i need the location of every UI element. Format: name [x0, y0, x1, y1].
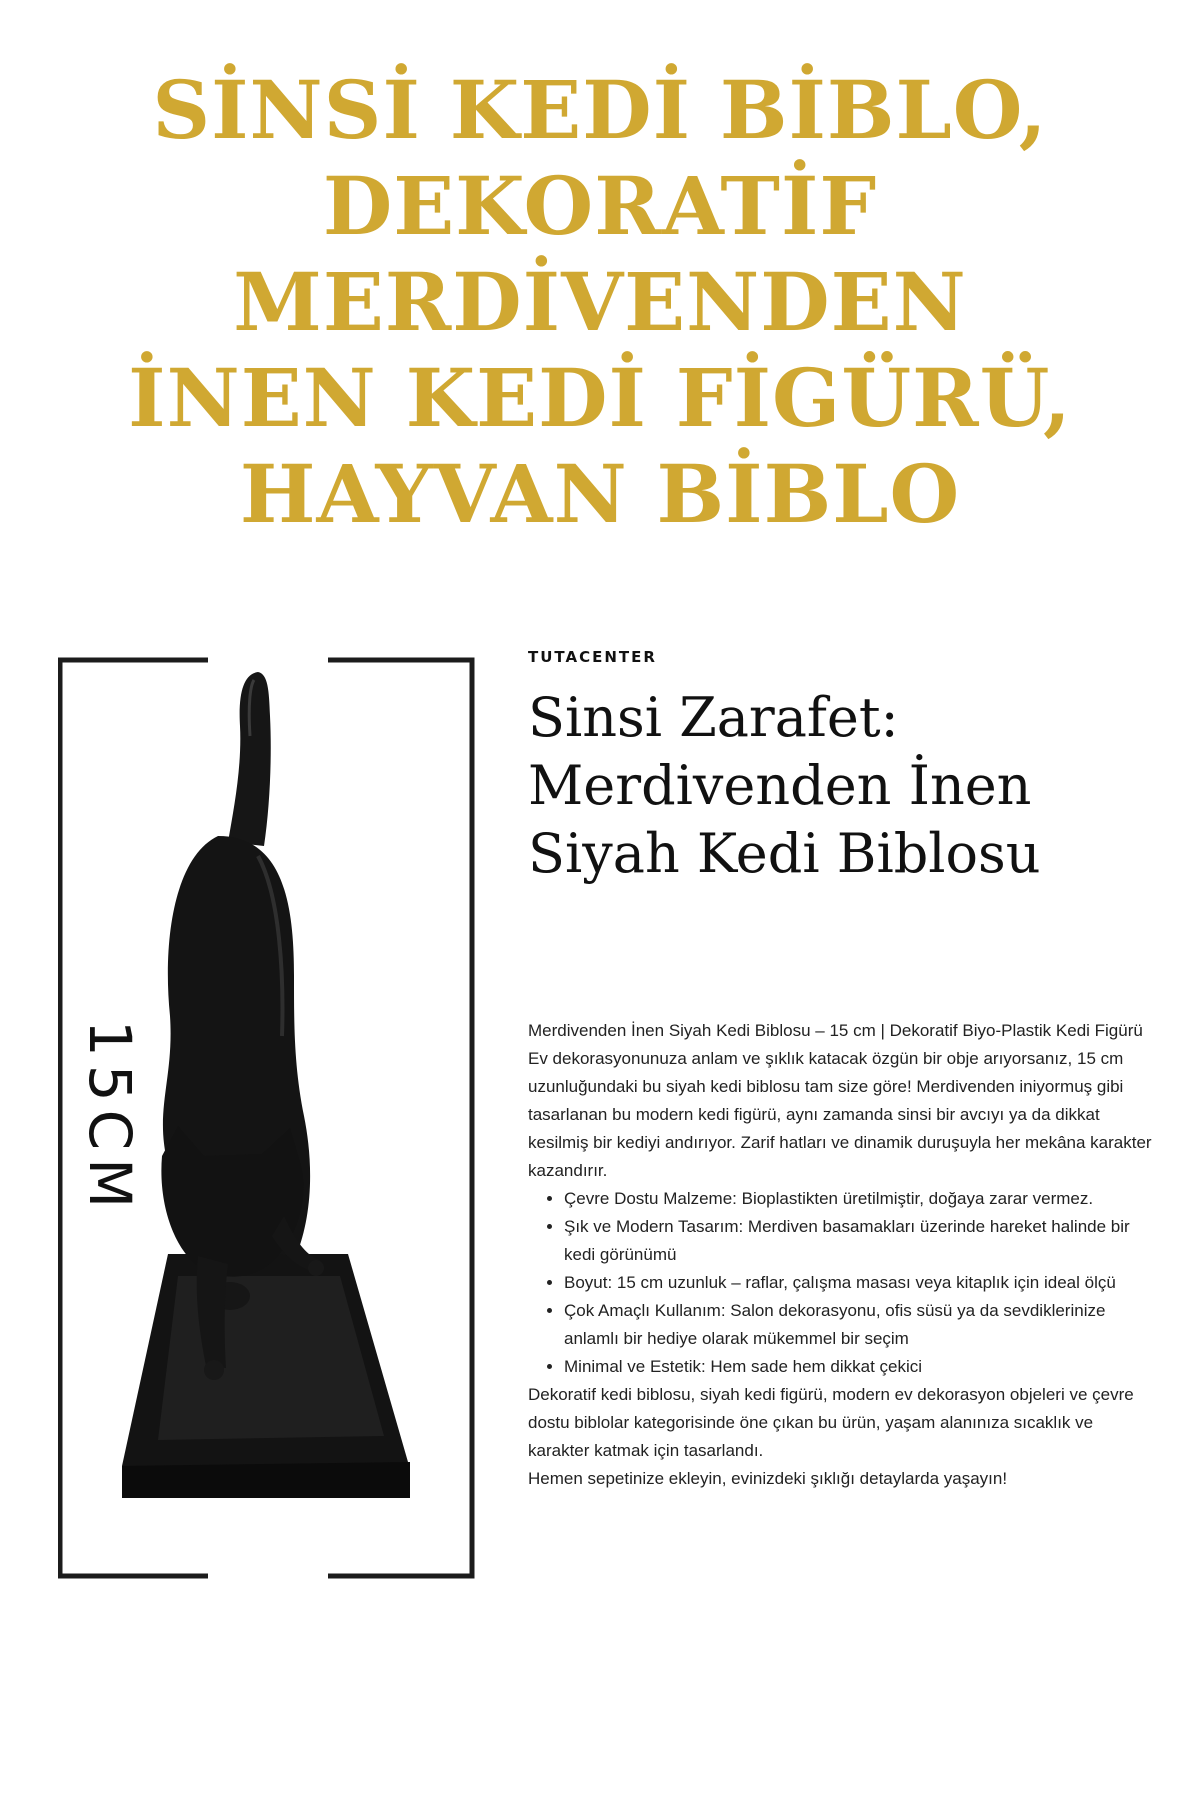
title-line: DEKORATİF [322, 159, 878, 253]
title-line: HAYVAN BİBLO [239, 447, 961, 541]
feature-item: • Boyut: 15 cm uzunluk – raflar, çalışma masası veya kitaplık için ideal ölçü [564, 1269, 1156, 1297]
feature-item: • Minimal ve Estetik: Hem sade hem dikkat çekici [564, 1353, 1156, 1381]
description-closing: Dekoratif kedi biblosu, siyah kedi figürü, modern ev dekorasyon objeleri ve çevre dostu biblolar kategorisinde öne çıkan bu ürün, yaşam alanınıza sıcaklık ve karakter katmak için tasarlandı. [528, 1385, 1134, 1460]
title-line: SİNSİ KEDİ BİBLO, [152, 63, 1048, 157]
description-intro: Ev dekorasyonunuza anlam ve şıklık katacak özgün bir obje arıyorsanız, 15 cm uzunluğundaki bu siyah kedi biblosu tam size göre! Merdivenden iniyormuş gibi tasarlanan bu modern kedi figürü, aynı zamanda sinsi bir avcıyı ya da dikkat kesilmiş bir kediyi andırıyor. Zarif hatları ve dinamik duruşuyla her mekâna karakter kazandırır. [528, 1049, 1152, 1180]
description-cta: Hemen sepetinize ekleyin, evinizdeki şıklığı detaylarda yaşayın! [528, 1469, 1008, 1488]
dimension-label: 15CM [76, 1019, 144, 1217]
brand-name: TUTACENTER [528, 648, 657, 666]
feature-item: • Çok Amaçlı Kullanım: Salon dekorasyonu, ofis süsü ya da sevdiklerinize anlamlı bir hediye olarak mükemmel bir seçim [564, 1297, 1156, 1353]
heading-line: Siyah Kedi Biblosu [528, 822, 1041, 885]
cat-figurine-illustration [58, 656, 478, 1580]
product-heading [528, 684, 1148, 888]
heading-line: Sinsi Zarafet: [528, 686, 899, 749]
product-info [528, 648, 1148, 888]
product-image [58, 656, 478, 1580]
heading-line: Merdivenden İnen [528, 754, 1032, 817]
product-description [528, 1017, 1156, 1493]
feature-item: • Şık ve Modern Tasarım: Merdiven basamakları üzerinde hareket halinde bir kedi görünümü [564, 1213, 1156, 1269]
page-title [60, 62, 1140, 542]
title-line: MERDİVENDEN [233, 255, 967, 349]
description-subtitle: Merdivenden İnen Siyah Kedi Biblosu – 15 cm | Dekoratif Biyo-Plastik Kedi Figürü [528, 1021, 1143, 1040]
feature-item: • Çevre Dostu Malzeme: Bioplastikten üretilmiştir, doğaya zarar vermez. [564, 1185, 1156, 1213]
feature-list [528, 1185, 1156, 1381]
title-line: İNEN KEDİ FİGÜRÜ, [128, 351, 1072, 445]
